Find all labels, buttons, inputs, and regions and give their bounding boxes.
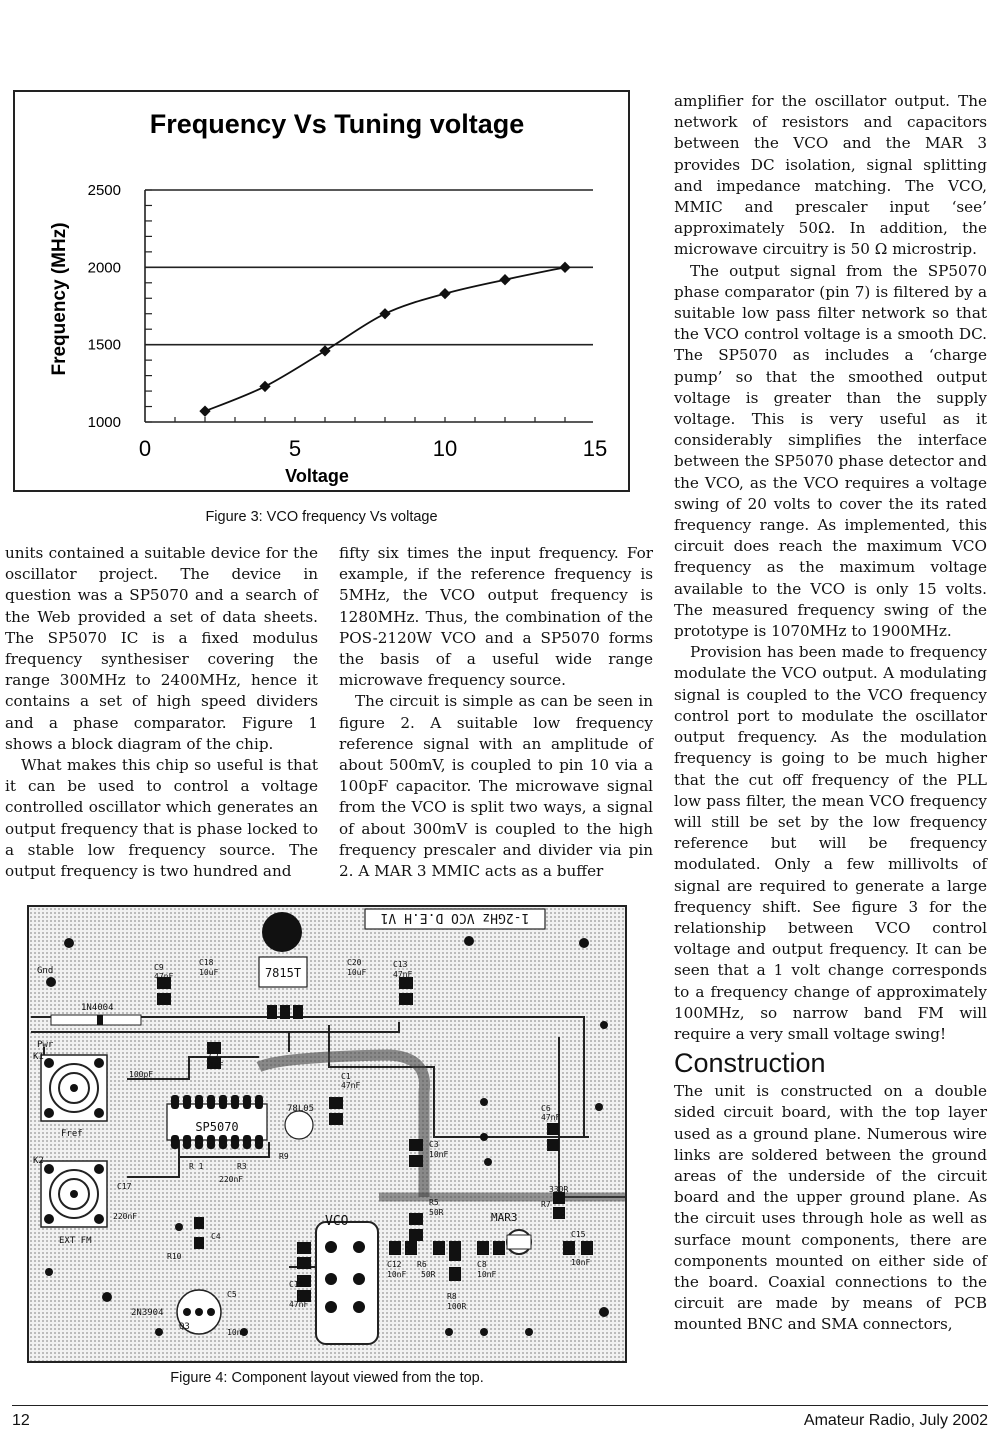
x-axis-label: Voltage [285,466,349,486]
svg-text:R6: R6 [417,1260,427,1269]
pwr-label: Pwr [37,1040,54,1050]
col1-paragraph-1: units contained a suitable device for the oscillator project. The device in question was a SP5070 and a search of the Web provided a set of data sheets. The SP5070 IC is a fixed modulus frequency synthesiser covering the range 300MHz to 2400MHz, hence it contains a set of high speed dividers and a phase comparator. Figure 1 shows a block diagram of the chip. [5,544,318,753]
svg-text:220nF: 220nF [219,1175,244,1184]
y-tick-label: 2500 [87,182,121,199]
ic-label: SP5070 [195,1120,239,1134]
data-point-5 [499,274,510,285]
svg-text:R3: R3 [237,1162,247,1171]
ext-fm-label: EXT FM [59,1236,92,1246]
svg-text:10nF: 10nF [387,1270,407,1279]
svg-text:47nF: 47nF [341,1081,361,1090]
column-3 [674,91,987,1336]
section-heading-construction: Construction [674,1048,826,1079]
data-point-4 [439,288,450,299]
svg-text:C2: C2 [209,1052,219,1061]
svg-text:C5: C5 [227,1290,237,1299]
svg-text:C15: C15 [571,1230,586,1239]
svg-text:47nF: 47nF [541,1113,561,1122]
x-tick-label: 10 [432,436,458,461]
svg-text:C1: C1 [341,1072,351,1081]
col3-paragraph-2: The output signal from the SP5070 phase comparator (pin 7) is filtered by a suitable low pass filter network so that the VCO control voltage is a smooth DC. The SP5070 as includes a ‘charge pump’ so that the smoothed output voltage is greater than the supply voltage. This is very useful as it considerably simplifies the interface between the SP5070 phase detector and the VCO, as the VCO requires a voltage swing of 20 volts to cover the its rated frequency range. As implemented, this circuit does reach the maximum VCO frequency as the maximum voltage available to the VCO is only 15 volts. The measured frequency swing of the prototype is 1070MHz to 1900MHz. [674,261,987,641]
col2-paragraph-1: fifty six times the input frequency. For example, if the reference frequency is 5MHz, the VCO output frequency is 1280MHz. Thus, the combination of the POS-2120W VCO and a SP5070 forms the basis of a useful wide range microwave frequency source. [339,544,653,690]
svg-text:R10: R10 [167,1252,182,1261]
svg-text:47nF: 47nF [154,972,174,981]
q3-ref-label: Q3 [179,1322,190,1332]
bnc-connector-k1 [41,1055,107,1121]
data-point-6 [559,262,570,273]
data-point-1 [259,381,270,392]
svg-text:R9: R9 [279,1152,289,1161]
svg-text:R8: R8 [447,1292,457,1301]
column-1 [5,543,318,882]
figure-4-pcb-layout [27,905,627,1363]
q3-type-label: 2N3904 [131,1308,164,1318]
svg-text:C11: C11 [289,1280,304,1289]
svg-text:47nF: 47nF [289,1300,309,1309]
data-point-3 [379,308,390,319]
data-point-0 [199,406,210,417]
x-tick-label: 0 [138,436,152,461]
svg-text:330R: 330R [549,1185,569,1194]
column-2 [339,543,653,882]
svg-text:C12: C12 [387,1260,402,1269]
diode-1n4004 [51,1015,141,1025]
board-title: 1-2GHz VCO D.E.H V1 [380,910,530,925]
svg-text:1nF: 1nF [209,1061,224,1070]
svg-text:220nF: 220nF [113,1212,138,1221]
figure-3-caption: Figure 3: VCO frequency Vs voltage [205,509,438,525]
svg-text:R7: R7 [541,1200,551,1209]
fref-label: Fref [61,1129,83,1139]
col3-paragraph-4: The unit is constructed on a double sided circuit board, with the top layer used as a ground plane. Numerous wire links are soldered between the ground areas of the underside of the circuit board and the upper ground plane. As the circuit uses through hole as well as surface mount components, there are components mounted on either side of the board. Coaxial connections to the circuit are made by means of PCB mounted BNC and SMA connectors, [674,1082,987,1334]
svg-text:C4: C4 [211,1232,221,1241]
svg-text:C6: C6 [541,1104,551,1113]
data-point-2 [319,345,330,356]
chart-title: Frequency Vs Tuning voltage [149,109,525,139]
pcb-svg [29,907,625,1361]
reg-78l05 [285,1111,313,1139]
svg-text:50R: 50R [429,1208,444,1217]
svg-text:C3: C3 [429,1140,439,1149]
k1-label: K1 [33,1052,44,1062]
page-number: 12 [12,1412,30,1429]
x-tick-label: 15 [582,436,608,461]
svg-text:50R: 50R [421,1270,436,1279]
y-tick-label: 1000 [87,414,121,431]
series-line-0 [205,267,565,411]
svg-text:10uF: 10uF [347,968,367,977]
svg-text:R 1: R 1 [189,1162,204,1171]
svg-text:C17: C17 [117,1182,132,1191]
svg-text:C20: C20 [347,958,362,967]
svg-text:C18: C18 [199,958,214,967]
chart-svg [15,92,628,490]
reg-7815-label: 7815T [264,966,302,980]
gnd-label: Gnd [37,966,54,976]
publication-footer: Amateur Radio, July 2002 [803,1412,988,1429]
figure-3-chart [13,90,630,492]
svg-text:100pF: 100pF [129,1070,154,1079]
svg-text:47nF: 47nF [393,970,413,979]
chart-plot-area [88,182,608,461]
col2-paragraph-2: The circuit is simple as can be seen in figure 2. A suitable low frequency reference signal with an amplitude of about 500mV, is coupled to pin 10 via a 100pF capacitor. The microwave signal from the VCO is split two ways, a signal of about 300mV is coupled to the high frequency prescaler and divider via pin 2. A MAR 3 MMIC acts as a buffer [339,692,653,881]
diode-label: 1N4004 [81,1003,114,1013]
reg2-label: 78L05 [287,1104,315,1114]
bnc-connector-k2 [41,1161,107,1227]
svg-text:100R: 100R [447,1302,467,1311]
svg-text:C9: C9 [154,963,164,972]
figure-4-caption: Figure 4: Component layout viewed from the top. [170,1370,484,1386]
col1-paragraph-2: What makes this chip so useful is that it can be used to control a voltage controlled oscillator which generates an output frequency that is phase locked to a stable low frequency source. The output frequency is two hundred and [5,756,318,881]
footer-rule [12,1405,988,1406]
y-tick-label: 2000 [87,259,121,277]
col3-paragraph-1: amplifier for the oscillator output. The network of resistors and capacitors between the VCO and the MAR 3 provides DC isolation, signal splitting and impedance matching. The VCO, MMIC and prescaler input ‘see’ approximately 50Ω. In addition, the microwave circuitry is 50 Ω microstrip. [674,92,987,259]
svg-text:10nF: 10nF [227,1328,247,1337]
ic-sp5070 [167,1095,267,1149]
k2-label: K2 [33,1156,44,1166]
vco-label: VCO [325,1214,349,1229]
reg-heatsink [262,912,302,952]
y-tick-label: 1500 [87,336,121,354]
svg-text:C8: C8 [477,1260,487,1269]
svg-text:10nF: 10nF [477,1270,497,1279]
y-axis-label: Frequency (MHz) [49,222,70,376]
vco-module [316,1214,378,1344]
svg-text:10nF: 10nF [429,1150,449,1159]
svg-text:10nF: 10nF [571,1258,591,1267]
col3-paragraph-3: Provision has been made to frequency modulate the VCO output. A modulating signal is coupled to the VCO frequency control port to modulate the oscillator output frequency. As the modulation frequency is going to be much higher that the cut off frequency of the PLL low pass filter, the mean VCO frequency will still be set by the low frequency reference but will be frequency modulated. Only a few millivolts of signal are required to generate a large frequency shift. See figure 3 for the relationship between VCO control voltage and output frequency. It can be seen that a 1 volt change corresponds to a frequency change of approximately 100MHz, so narrow band FM will require a very small voltage swing! [674,643,987,1043]
svg-text:10uF: 10uF [199,968,219,977]
svg-text:R5: R5 [429,1198,439,1207]
mar-label: MAR3 [491,1211,518,1224]
svg-text:C13: C13 [393,960,408,969]
x-tick-label: 5 [288,436,302,461]
